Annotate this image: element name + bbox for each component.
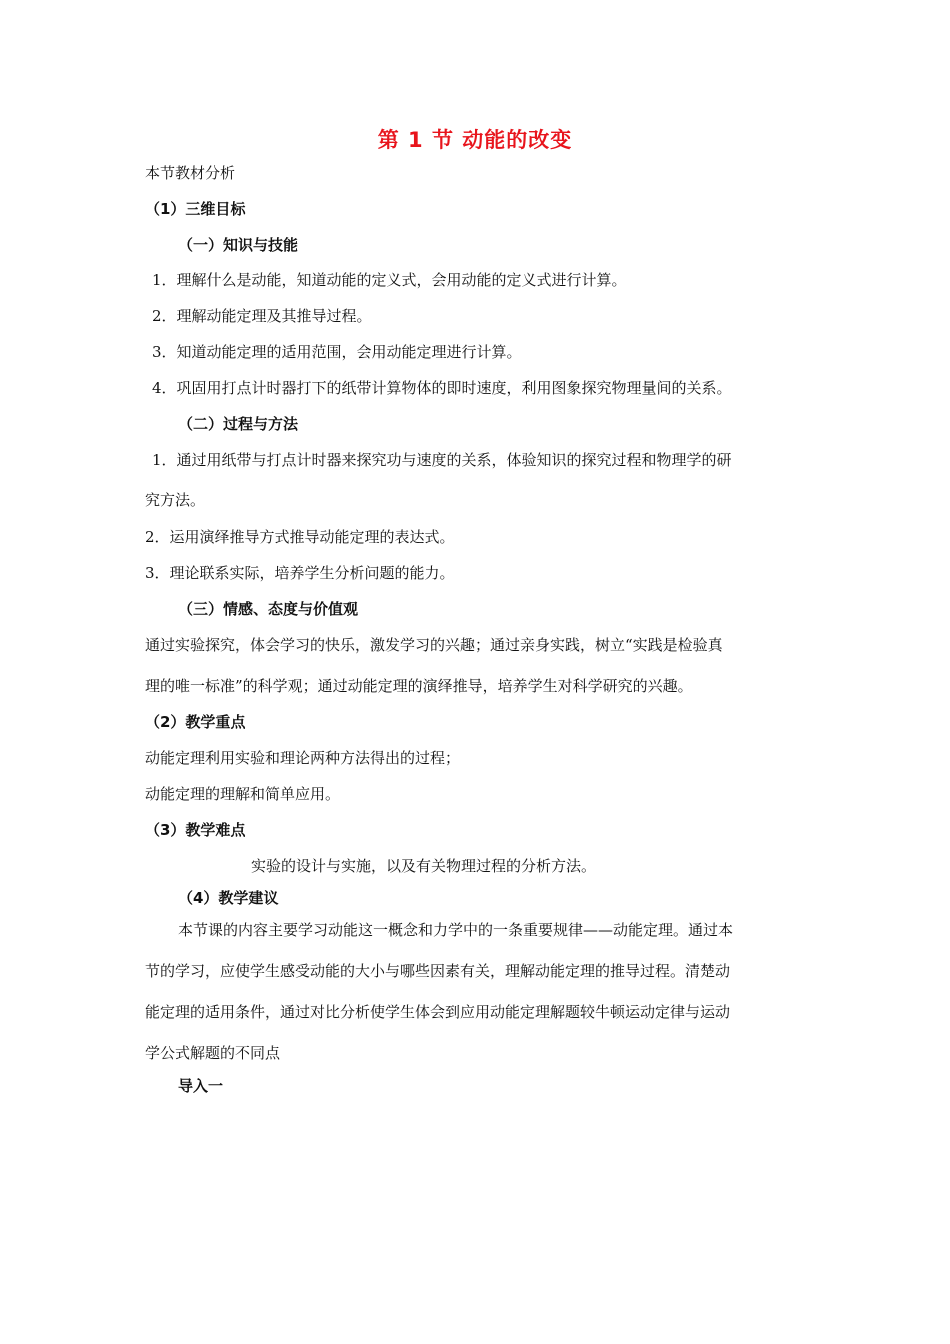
suggestions-line-3: 能定理的适用条件，通过对比分析使学生体会到应用动能定理解题较牛顿运动定律与运动 (145, 1003, 731, 1021)
intro-one-heading: 导入一 (178, 1077, 224, 1095)
process-item-1-line-1: 1．通过用纸带与打点计时器来探究功与速度的关系，体验知识的探究过程和物理学的研 (152, 451, 732, 469)
knowledge-item: 2．理解动能定理及其推导过程。 (152, 307, 372, 325)
key-points-heading: （2）教学重点 (145, 713, 246, 731)
knowledge-item: 1．理解什么是动能，知道动能的定义式，会用动能的定义式进行计算。 (152, 271, 627, 289)
suggestions-heading: （4）教学建议 (178, 889, 279, 907)
knowledge-item: 3．知道动能定理的适用范围，会用动能定理进行计算。 (152, 343, 522, 361)
process-heading: （二）过程与方法 (178, 415, 299, 433)
process-item-3: 3．理论联系实际，培养学生分析问题的能力。 (145, 564, 455, 582)
process-item-2: 2．运用演绎推导方式推导动能定理的表达式。 (145, 528, 455, 546)
suggestions-line-1: 本节课的内容主要学习动能这一概念和力学中的一条重要规律——动能定理。通过本 (178, 921, 734, 939)
knowledge-item: 4．巩固用打点计时器打下的纸带计算物体的即时速度，利用图象探究物理量间的关系。 (152, 379, 732, 397)
difficulties-text: 实验的设计与实施，以及有关物理过程的分析方法。 (251, 857, 597, 875)
suggestions-line-4: 学公式解题的不同点 (145, 1044, 281, 1062)
document-title: 第 1 节 动能的改变 (377, 128, 573, 152)
suggestions-line-2: 节的学习，应使学生感受动能的大小与哪些因素有关，理解动能定理的推导过程。清楚动 (145, 962, 731, 980)
difficulties-heading: （3）教学难点 (145, 821, 246, 839)
key-points-line-1: 动能定理利用实验和理论两种方法得出的过程； (145, 749, 461, 767)
knowledge-heading: （一）知识与技能 (178, 236, 299, 254)
process-item-1-line-2: 究方法。 (145, 491, 206, 509)
emotion-line-2: 理的唯一标准”的科学观；通过动能定理的演绎推导，培养学生对科学研究的兴趣。 (145, 677, 693, 695)
goals-heading: （1）三维目标 (145, 200, 246, 218)
section-intro: 本节教材分析 (145, 164, 236, 182)
key-points-line-2: 动能定理的理解和简单应用。 (145, 785, 341, 803)
emotion-heading: （三）情感、态度与价值观 (178, 600, 359, 618)
emotion-line-1: 通过实验探究，体会学习的快乐，激发学习的兴趣；通过亲身实践，树立“实践是检验真 (145, 636, 723, 654)
